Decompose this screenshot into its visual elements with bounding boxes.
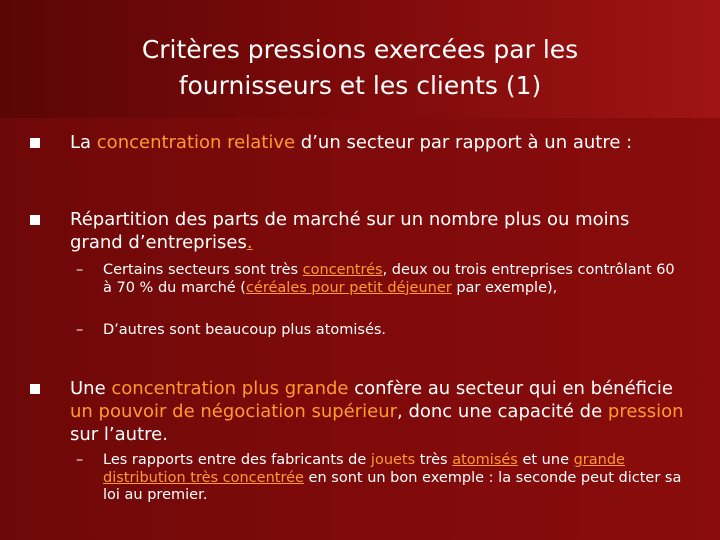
bullet-text: Répartition des parts de marché sur un nombre plus ou moins grand d’entreprises — [70, 209, 630, 253]
highlight-text: grande distribution très concentrée — [103, 452, 625, 486]
bullet-text: sur l’autre. — [70, 424, 168, 445]
dash-marker: – — [76, 322, 84, 338]
sub-bullet-jouets — [76, 452, 683, 505]
sub-text: très — [415, 452, 453, 468]
highlight-text: atomisés — [452, 452, 518, 468]
highlight-text: concentration relative — [96, 132, 296, 153]
bullet-concentration — [70, 131, 685, 154]
bullet-text: d’un secteur par rapport à un autre : — [295, 132, 633, 153]
sub-bullet-concentres — [76, 262, 683, 297]
highlight-text: concentrés — [302, 262, 383, 278]
bullet-text: confère au secteur qui en bénéficie — [348, 378, 673, 399]
square-bullet-icon — [30, 384, 40, 394]
highlight-text: céréales pour petit déjeuner — [245, 279, 452, 296]
bullet-text: La — [70, 132, 97, 153]
sub-text: Certains secteurs sont très — [103, 262, 303, 278]
sub-text: par exemple), — [451, 279, 558, 296]
sub-text: Les rapports entre des fabricants de — [103, 452, 371, 468]
sub-bullet-atomises — [76, 322, 683, 340]
dash-marker: – — [76, 452, 84, 468]
dash-marker: – — [76, 262, 84, 278]
highlight-text: un pouvoir de négociation supérieur — [70, 401, 398, 422]
bullet-text: Une — [70, 378, 112, 399]
highlight-text: concentration plus grande — [111, 378, 349, 399]
highlight-text: pression — [607, 401, 684, 422]
square-bullet-icon — [30, 215, 40, 225]
sub-text: D’autres sont beaucoup plus atomisés. — [103, 322, 387, 338]
sub-text: , deux ou trois entreprises contrôlant 60 à 70 % du marché ( — [103, 262, 675, 296]
title-line-2: fournisseurs et les clients (1) — [178, 71, 542, 100]
highlight-text: jouets — [370, 452, 416, 468]
bullet-concentration-plus-grande — [70, 377, 685, 446]
square-bullet-icon — [30, 138, 40, 148]
title-line-1: Critères pressions exercées par les — [141, 35, 579, 64]
sub-text: et une — [517, 452, 574, 468]
bullet-text: , donc une capacité de — [397, 401, 608, 422]
bullet-repartition — [70, 208, 685, 254]
sub-text: en sont un bon exemple : la seconde peut dicter sa loi au premier. — [103, 469, 682, 503]
slide-title — [40, 32, 680, 104]
highlight-text: . — [246, 232, 253, 253]
